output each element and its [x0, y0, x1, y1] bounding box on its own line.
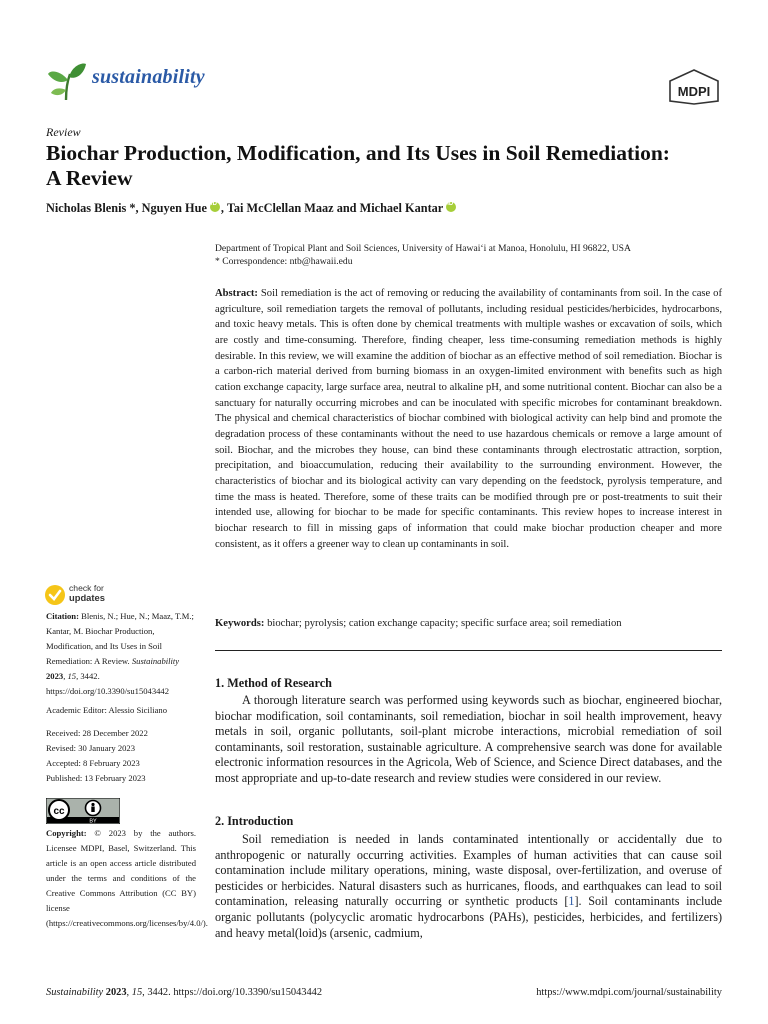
author-list [46, 201, 457, 216]
dates-block [46, 726, 196, 786]
citation-doi[interactable]: https://doi.org/10.3390/su15043442 [46, 686, 170, 696]
date-published: Published: 13 February 2023 [46, 773, 146, 783]
check-for-updates-badge[interactable] [44, 583, 118, 607]
keywords [215, 617, 722, 631]
citation-label: Citation: [46, 611, 79, 621]
affiliation-block [215, 243, 725, 268]
orcid-icon[interactable] [210, 202, 220, 212]
correspondence: * Correspondence: ntb@hawaii.edu [215, 255, 353, 267]
cc-by-label: BY [89, 818, 97, 824]
date-revised: Revised: 30 January 2023 [46, 743, 136, 753]
footer-volume: 15 [131, 987, 143, 998]
journal-leaf-logo-icon [46, 60, 88, 104]
section-2-text [215, 832, 722, 941]
article-type: Review [46, 125, 81, 139]
section-2-text-a: Soil remediation is needed in lands contaminated intentionally or accidentally due to anthropogenic or naturally occurring activities. Examples of human activities that can cause soil contamination include military operations, mining, waste disposal, over-fertilization, and overuse of pesticides or herbicides. Natural disasters such as hurricanes, floods, and earthquakes can lead to soil contamination, releasing naturally occurring or synthetic products [ [215, 832, 722, 909]
section-1-heading: 1. Method of Research [215, 676, 332, 690]
footer-journal-url[interactable]: https://www.mdpi.com/journal/sustainability [536, 987, 722, 998]
keywords-text: biochar; pyrolysis; cation exchange capacity; specific surface area; soil remediation [267, 618, 622, 629]
mdpi-logo-icon[interactable] [666, 68, 722, 106]
check-icon [44, 584, 66, 606]
check-label-line1: check for [69, 583, 104, 593]
cc-by-license-icon[interactable] [46, 798, 120, 824]
citation-journal: Sustainability [131, 656, 180, 666]
footer-journal: Sustainability [46, 987, 104, 998]
citation-volume: 15 [67, 671, 77, 681]
section-2-heading: 2. Introduction [215, 814, 294, 828]
affiliation: Department of Tropical Plant and Soil Sciences, University of Hawaiʻi at Manoa, Honolulu, HI 96822, USA [215, 243, 631, 254]
svg-text:cc: cc [53, 806, 65, 817]
publisher-name: MDPI [677, 84, 711, 99]
keywords-label: Keywords: [215, 618, 265, 629]
copyright-label: Copyright: [46, 828, 87, 838]
orcid-icon[interactable] [446, 202, 456, 212]
citation-year: 2023 [46, 671, 64, 681]
reference-link[interactable]: 1 [568, 894, 575, 909]
journal-name[interactable]: sustainability [92, 66, 205, 88]
date-accepted: Accepted: 8 February 2023 [46, 758, 140, 768]
citation-text: Blenis, N.; Hue, N.; Maaz, T.M.; Kantar, M. Biochar Production, Modification, and Its Uses in Soil Remediation: A Review. [46, 611, 194, 666]
abstract-text: Soil remediation is the act of removing or reducing the availability of contaminants from soil. In the case of agriculture, soil remediation targets the removal of pollutants, including residual pesticides/herbicides, hydrocarbons, and toxic heavy metals. This is often done by chemical treatments with multiple washes or excavation of soils, which are costly and time-consuming. Therefore, finding cheaper, less time-consuming remediation methods is highly desirable. In this review, we will examine the addition of biochar as an effective method of soil remediation. Biochar is a carbon-rich material derived from burning biomass in an oxygen-limited environment with benefits such as high cation exchange capacity, large surface area, neutral to alkaline pH, and some nutritional content. Biochar can also be a sanctuary for naturally occurring microbes and can be inoculated with specific microbes for contaminant breakdown. The physical and chemical characteristics of biochar combined with biological activity can help bind and promote the degradation process of these contaminants without the need to use hazardous chemicals or remove a large amount of soil. Biochar, and the microbes they house, can bind these contaminants through electrostatic attraction, sorption, precipitation, and bioaccumulation, reducing their availability to the surrounding environment. However, the characteristics of biochar and its biological activity can vary depending on the feedstock, pyrolysis temperature, and time the mass is heated. Therefore, some of these traits can be modified through pre or post-treatments to suit their intended use, allowing for biochar to be made for specific contaminants. This review hopes to increase interest in biochar research to fill in missing gaps of information that could make biochar production cheaper and more consistent, as it offers a greener way to clean up contaminants in soil. [215, 288, 722, 550]
section-divider [215, 650, 722, 651]
footer-citation: Sustainability 2023, 15, 3442. https://doi.org/10.3390/su15043442 [46, 987, 323, 998]
abstract-label: Abstract: [215, 288, 258, 299]
footer-year: 2023 [105, 987, 127, 998]
academic-editor: Academic Editor: Alessio Siciliano [46, 705, 168, 715]
footer-doi[interactable]: , 3442. https://doi.org/10.3390/su15043442 [142, 987, 323, 998]
article-title: Biochar Production, Modification, and Its Uses in Soil Remediation: A Review [46, 141, 670, 190]
copyright-text: © 2023 by the authors. Licensee MDPI, Basel, Switzerland. This article is an open access article distributed under the terms and conditions of the Creative Commons Attribution (CC BY) license (https://creativecommons.org/licenses/by/4.0/). [46, 828, 208, 928]
check-label-line2: updates [69, 592, 105, 603]
citation-block: Citation: Blenis, N.; Hue, N.; Maaz, T.M.; Kantar, M. Biochar Production, Modification, and Its Uses in Soil Remediation: A Review. Sustainability 2023, 15, 3442. https://doi.org/10.3390/su15043442 [46, 611, 194, 696]
authors-part2: , Tai McClellan Maaz and Michael Kantar [220, 201, 444, 215]
section-1-text: A thorough literature search was performed using keywords such as biochar, engineered biochar, biochar modification, soil contaminants, soil remediation, biochar in soil health improvement, heavy metals in soil, organic pollutants, soil-plant microbe interactions, microbial remediation of soil contaminants, soil restoration, sustainable agriculture. A comprehensive search was done for available electronic information resources in the Agricola, Web of Science, and Science Direct databases, and the most appropriate and up-to-date research and review studies were considered in our review. [215, 693, 722, 785]
date-received: Received: 28 December 2022 [46, 728, 148, 738]
citation-pages: , 3442. [76, 671, 100, 681]
authors-part1: Nicholas Blenis *, Nguyen Hue [46, 201, 207, 215]
abstract [215, 286, 722, 552]
section-2-text-b: ]. Soil contaminants include organic pollutants (polycyclic aromatic hydrocarbons (PAHs), pesticides, herbicides, and fertilizers) and heavy metal(loid)s (arsenic, cadmium, [215, 894, 722, 940]
copyright-block [46, 826, 208, 931]
